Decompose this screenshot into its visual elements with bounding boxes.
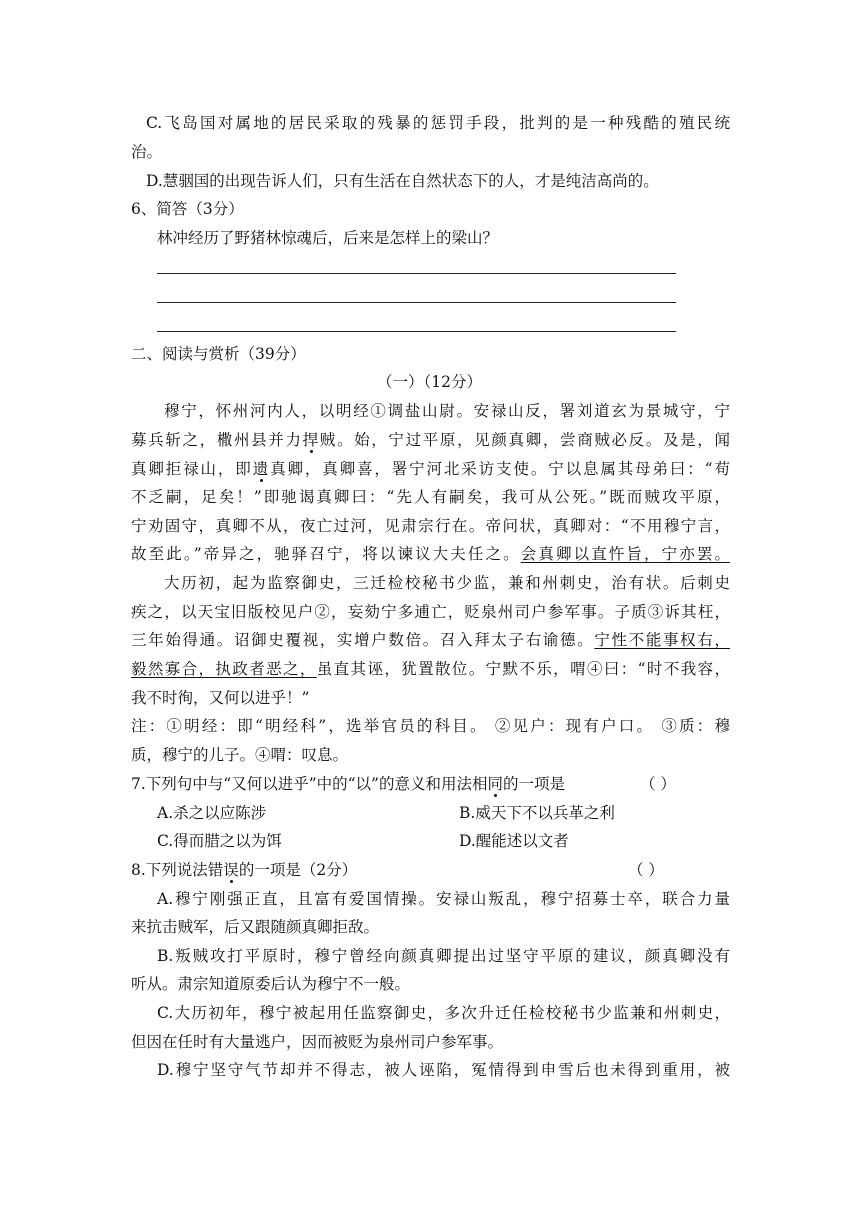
- q7-option-d: D.醒能述以文者: [459, 832, 569, 850]
- q8-option-a-line1: A.穆宁刚强正直，且富有爱国情操。安禄山叛乱，穆宁招募士卒，联合力量: [157, 890, 730, 908]
- q8-option-b-line2: 听从。肃宗知道原委后认为穆宁不一般。: [131, 975, 411, 993]
- emphasis-dot-char: 遗: [252, 460, 271, 478]
- q7-option-a: A.杀之以应陈涉: [157, 804, 267, 822]
- q5-option-c-line2: 治。: [131, 143, 163, 161]
- q7-option-c: C.得而腊之以为饵: [157, 832, 282, 850]
- passage-p1-line2: 募兵斩之，橵州县并力捍贼。始，宁过平原，见颜真卿，尝商贼必反。及是，闻: [131, 431, 730, 449]
- answer-line-2[interactable]: [157, 302, 676, 303]
- passage-p1-line5: 宁劝固守，真卿不从，夜亡过河，见肃宗行在。帝问状，真卿对：“不用穆宁言，: [131, 517, 730, 535]
- q6-title: 6、简答（3分）: [131, 200, 244, 218]
- passage-p2-line1: 大历初，起为监察御史，三迁检校秘书少监，兼和州刺史，治有状。后刺史: [164, 574, 730, 592]
- emphasis-dot-char: 误: [223, 861, 239, 879]
- q8-option-c-line2: 但因在任时有大量逃户，因而被贬为泉州司户参军事。: [131, 1033, 504, 1051]
- passage-p1-line6: 故至此。”帝异之，驰驿召宁，将以谏议大夫任之。会真卿以直忤旨，宁亦罢。: [131, 545, 730, 563]
- passage-p2-line3: 三年始得通。诏御史覆视，实增户数倍。召入拜太子右谕德。宁性不能事权右，: [131, 631, 730, 649]
- q5-option-d: D.慧骃国的出现告诉人们，只有生活在自然状态下的人，才是纯洁高尚的。: [146, 172, 659, 190]
- emphasis-dot-char: 同: [487, 775, 504, 793]
- underlined-sentence-2a: 宁性不能事权右，: [594, 631, 730, 649]
- q6-question: 林冲经历了野猪林惊魂后，后来是怎样上的梁山？: [157, 229, 499, 247]
- q8-option-a-line2: 来抗击贼军，后又跟随颜真卿拒敌。: [131, 918, 380, 936]
- q8-option-b-line1: B.叛贼攻打平原时，穆宁曾经向颜真卿提出过坚守平原的建议，颜真卿没有: [157, 947, 730, 965]
- passage-p2-line5: 我不时徇，又何以进乎！”: [131, 689, 310, 707]
- q7-stem: 7.下列句中与“又何以进乎”中的“以”的意义和用法相同的一项是: [131, 775, 566, 793]
- q7-answer-blank[interactable]: （ ）: [640, 775, 676, 793]
- answer-line-1[interactable]: [157, 273, 676, 274]
- passage-p1-line3: 真卿拒禄山，即遗真卿，真卿喜，署宁河北采访支使。宁以息属其母弟曰：“苟: [131, 460, 730, 478]
- answer-line-3[interactable]: [157, 331, 676, 332]
- notes-line2: 质，穆宁的儿子。④喟：叹息。: [131, 746, 349, 764]
- q7-option-b: B.威天下不以兵革之利: [459, 804, 615, 822]
- passage-p2-line4: 毅然寡合，执政者恶之，虽直其诬，犹置散位。宁默不乐，喟④曰：“时不我容，: [131, 660, 730, 678]
- notes-line1: 注：①明经：即“明经科”，选举官员的科目。 ②见户：现有户口。 ③质：穆: [131, 717, 730, 735]
- q8-option-c-line1: C.大历初年，穆宁被起用任监察御史，多次升迁任检校秘书少监兼和州刺史，: [157, 1004, 730, 1022]
- q8-stem: 8.下列说法错误的一项是（2分）: [131, 861, 358, 879]
- passage-p2-line2: 疾之，以天宝旧版校见户②，妄劾宁多逋亡，贬泉州司户参军事。子质③诉其枉，: [131, 603, 730, 621]
- emphasis-dot-char: 捍: [302, 431, 320, 449]
- q8-option-d-line1: D.穆宁坚守气节却并不得志，被人诬陷，冤情得到申雪后也未得到重用，被: [157, 1061, 730, 1079]
- passage-p1-line1: 穆宁，怀州河内人，以明经①调盐山尉。安禄山反，署刘道玄为景城守，宁: [164, 402, 730, 420]
- q5-option-c-line1: C.飞岛国对属地的居民采取的残暴的惩罚手段，批判的是一种残酷的殖民统: [146, 114, 730, 132]
- section-title: 二、阅读与赏析（39分）: [131, 345, 306, 363]
- q8-answer-blank[interactable]: （ ）: [628, 861, 664, 879]
- subsection-title: （一）（12分）: [377, 373, 482, 391]
- underlined-sentence-2b: 毅然寡合，执政者恶之，: [131, 660, 317, 678]
- underlined-sentence-1: 会真卿以直忤旨，宁亦罢。: [520, 545, 730, 563]
- passage-p1-line4: 不乏嗣，足矣！”即驰谒真卿曰：“先人有嗣矣，我可从公死。”既而贼攻平原，: [131, 488, 730, 506]
